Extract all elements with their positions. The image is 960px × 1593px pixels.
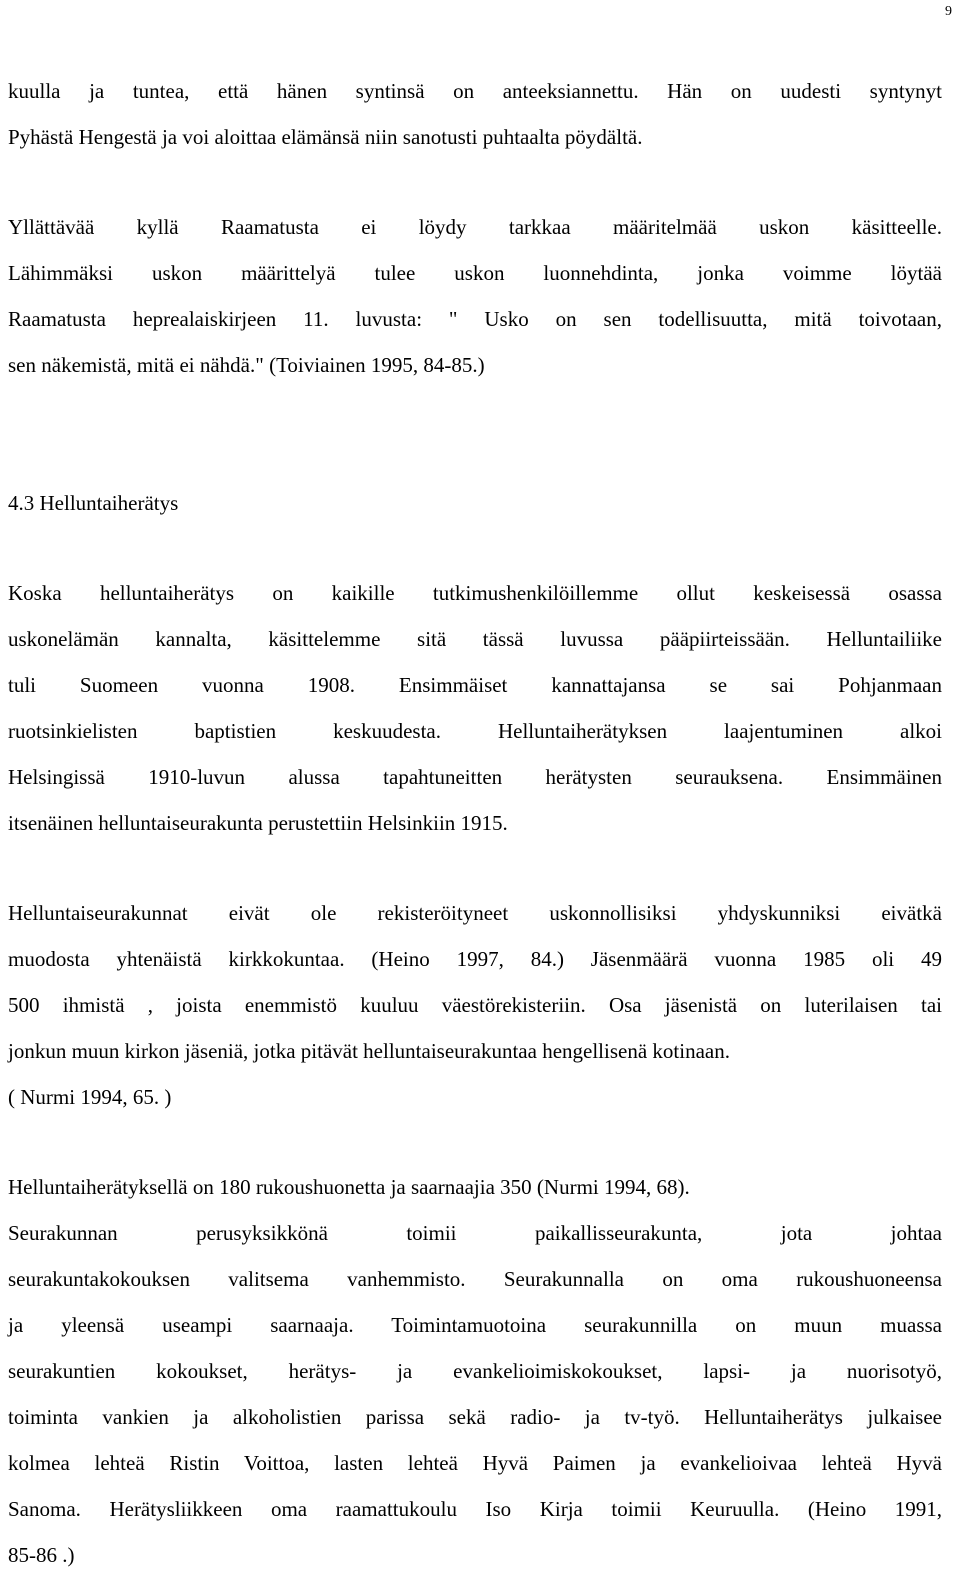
paragraph-line: Raamatusta heprealaiskirjeen 11. luvusta: " Usko on sen todellisuutta, mitä toivotaan, xyxy=(8,307,942,331)
paragraph-line: Helluntaiseurakunnat eivät ole rekisteröityneet uskonnollisiksi yhdyskunniksi eivätkä xyxy=(8,901,942,925)
paragraph-line: Helsingissä 1910-luvun alussa tapahtuneitten herätysten seurauksena. Ensimmäinen xyxy=(8,765,942,789)
paragraph-line: kolmea lehteä Ristin Voittoa, lasten lehteä Hyvä Paimen ja evankelioivaa lehteä Hyvä xyxy=(8,1451,942,1475)
paragraph-line: Yllättävää kyllä Raamatusta ei löydy tarkkaa määritelmää uskon käsitteelle. xyxy=(8,215,942,239)
paragraph-line: 85-86 .) xyxy=(8,1543,75,1567)
paragraph-line: muodosta yhtenäistä kirkkokuntaa. (Heino 1997, 84.) Jäsenmäärä vuonna 1985 oli 49 xyxy=(8,947,942,971)
paragraph-line: tuli Suomeen vuonna 1908. Ensimmäiset kannattajansa se sai Pohjanmaan xyxy=(8,673,942,697)
paragraph-line: seurakuntien kokoukset, herätys- ja evankelioimiskokoukset, lapsi- ja nuorisotyö, xyxy=(8,1359,942,1383)
paragraph-line: kuulla ja tuntea, että hänen syntinsä on anteeksiannettu. Hän on uudesti syntynyt xyxy=(8,79,942,103)
paragraph-line: Koska helluntaiherätys on kaikille tutkimushenkilöillemme ollut keskeisessä osassa xyxy=(8,581,942,605)
page-number: 9 xyxy=(945,4,952,19)
paragraph-line: 500 ihmistä , joista enemmistö kuuluu väestörekisteriin. Osa jäsenistä on luterilaisen tai xyxy=(8,993,942,1017)
paragraph-line: ruotsinkielisten baptistien keskuudesta. Helluntaiherätyksen laajentuminen alkoi xyxy=(8,719,942,743)
paragraph-line: Lähimmäksi uskon määrittelyä tulee uskon luonnehdinta, jonka voimme löytää xyxy=(8,261,942,285)
paragraph-line: ja yleensä useampi saarnaaja. Toimintamuotoina seurakunnilla on muun muassa xyxy=(8,1313,942,1337)
paragraph-line: itsenäinen helluntaiseurakunta perustettiin Helsinkiin 1915. xyxy=(8,811,508,835)
paragraph-line: jonkun muun kirkon jäseniä, jotka pitävät helluntaiseurakuntaa hengellisenä kotinaan. xyxy=(8,1039,730,1063)
paragraph-line: Seurakunnan perusyksikkönä toimii paikallisseurakunta, jota johtaa xyxy=(8,1221,942,1245)
paragraph-line: sen näkemistä, mitä ei nähdä." (Toiviainen 1995, 84-85.) xyxy=(8,353,485,377)
paragraph-line: Helluntaiherätyksellä on 180 rukoushuonetta ja saarnaajia 350 (Nurmi 1994, 68). xyxy=(8,1175,690,1199)
paragraph-line: ( Nurmi 1994, 65. ) xyxy=(8,1085,172,1109)
paragraph-line: Pyhästä Hengestä ja voi aloittaa elämänsä niin sanotusti puhtaalta pöydältä. xyxy=(8,125,643,149)
paragraph-line: uskonelämän kannalta, käsittelemme sitä tässä luvussa pääpiirteissään. Helluntailiike xyxy=(8,627,942,651)
section-heading: 4.3 Helluntaiherätys xyxy=(8,491,179,515)
paragraph-line: seurakuntakokouksen valitsema vanhemmisto. Seurakunnalla on oma rukoushuoneensa xyxy=(8,1267,942,1291)
paragraph-line: Sanoma. Herätysliikkeen oma raamattukoulu Iso Kirja toimii Keuruulla. (Heino 1991, xyxy=(8,1497,942,1521)
paragraph-line: toiminta vankien ja alkoholistien parissa sekä radio- ja tv-työ. Helluntaiherätys julkaisee xyxy=(8,1405,942,1429)
